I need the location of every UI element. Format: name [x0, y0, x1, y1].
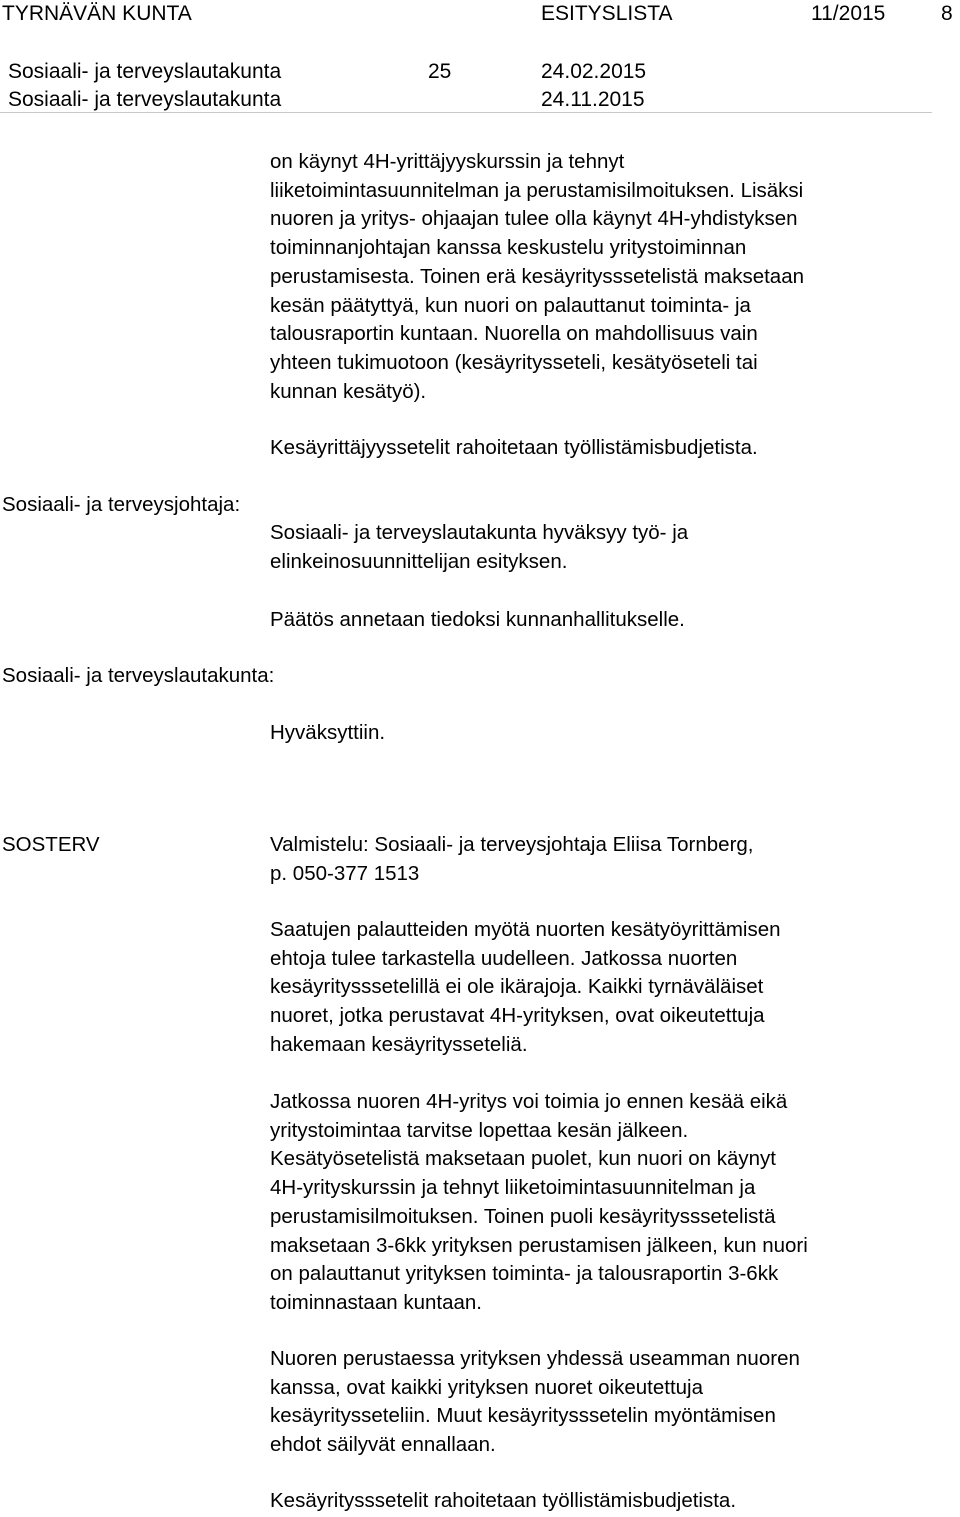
- paragraph-1: [270, 148, 930, 406]
- text-line: on palauttanut yrityksen toiminta- ja talousraportin 3-6kk: [270, 1262, 779, 1286]
- text-line: nuoren ja yritys- ohjaajan tulee olla käynyt 4H-yhdistyksen: [270, 207, 798, 231]
- committee-name: Sosiaali- ja terveyslautakunta: [8, 60, 282, 83]
- notice-text: [270, 606, 930, 635]
- text-line: Nuoren perustaessa yrityksen yhdessä useamman nuoren: [270, 1347, 800, 1370]
- paragraph-2: [270, 434, 930, 463]
- text-line: 4H-yrityskurssin ja tehnyt liiketoimintasuunnitelman ja: [270, 1176, 756, 1200]
- text-line: ehtoja tulee tarkastella uudelleen. Jatkossa nuorten: [270, 946, 738, 970]
- text-line: Jatkossa nuoren 4H-yritys voi toimia jo ennen kesää eikä: [270, 1090, 788, 1113]
- section-number: 25: [428, 60, 452, 83]
- preparation-info: [270, 831, 930, 888]
- director-label: Sosiaali- ja terveysjohtaja:: [2, 493, 241, 516]
- header-divider: [0, 112, 932, 113]
- paragraph-3: [270, 916, 930, 1060]
- text-line: kunnan kesätyö).: [270, 379, 427, 403]
- text-line: p. 050-377 1513: [270, 861, 420, 885]
- text-line: elinkeinosuunnittelijan esityksen.: [270, 549, 568, 573]
- text-line: kesäyritysseteliin. Muut kesäyritysssetelin myöntämisen: [270, 1404, 776, 1428]
- text-line: Kesäyritysssetelit rahoitetaan työllistämisbudjetista.: [270, 1489, 737, 1512]
- text-line: ehdot säilyvät ennallaan.: [270, 1433, 496, 1457]
- meeting-date-2: 24.11.2015: [541, 88, 645, 111]
- text-line: on käynyt 4H-yrittäjyyskurssin ja tehnyt: [270, 150, 625, 173]
- text-line: Saatujen palautteiden myötä nuorten kesätyöyrittämisen: [270, 918, 781, 941]
- text-line: perustamisilmoituksen. Toinen puoli kesäyritysssetelistä: [270, 1204, 776, 1228]
- text-line: perustamisesta. Toinen erä kesäyritysssetelistä maksetaan: [270, 264, 805, 288]
- text-line: kesäyritysssetelillä ei ole ikärajoja. Kaikki tyrnäväläiset: [270, 975, 764, 999]
- text-line: talousraportin kuntaan. Nuorella on mahdollisuus vain: [270, 322, 758, 346]
- board-label: Sosiaali- ja terveyslautakunta:: [2, 664, 275, 687]
- text-line: liiketoimintasuunnitelman ja perustamisilmoituksen. Lisäksi: [270, 178, 804, 202]
- meeting-date: 24.02.2015: [541, 60, 647, 83]
- text-line: Valmistelu: Sosiaali- ja terveysjohtaja Eliisa Tornberg,: [270, 833, 754, 856]
- text-line: Kesätyösetelistä maksetaan puolet, kun nuori on käynyt: [270, 1147, 776, 1171]
- text-line: toiminnastaan kuntaan.: [270, 1290, 482, 1314]
- paragraph-5: [270, 1345, 930, 1460]
- paragraph-4: [270, 1088, 930, 1318]
- proposal-text: [270, 519, 930, 576]
- decision-text: [270, 719, 930, 748]
- text-line: Hyväksyttiin.: [270, 721, 386, 744]
- text-line: Kesäyrittäjyyssetelit rahoitetaan työllistämisbudjetista.: [270, 436, 758, 459]
- text-line: Päätös annetaan tiedoksi kunnanhallitukselle.: [270, 608, 685, 631]
- text-line: yritystoimintaa tarvitse lopettaa kesän jälkeen.: [270, 1118, 689, 1142]
- text-line: toiminnanjohtajan kanssa keskustelu yritystoiminnan: [270, 236, 747, 260]
- organization-name: TYRNÄVÄN KUNTA: [2, 2, 192, 25]
- paragraph-6: [270, 1487, 930, 1516]
- text-line: nuoret, jotka perustavat 4H-yrityksen, ovat oikeutettuja: [270, 1004, 765, 1028]
- text-line: kesän päätyttyä, kun nuori on palauttanut toiminta- ja: [270, 293, 751, 317]
- document-number: 11/2015: [811, 2, 886, 25]
- page-number: 8: [941, 2, 953, 25]
- text-line: maksetaan 3-6kk yrityksen perustamisen jälkeen, kun nuori: [270, 1233, 808, 1257]
- text-line: hakemaan kesäyritysseteliä.: [270, 1032, 528, 1056]
- sosterv-label: SOSTERV: [2, 833, 100, 856]
- committee-name-2: Sosiaali- ja terveyslautakunta: [8, 88, 282, 111]
- text-line: Sosiaali- ja terveyslautakunta hyväksyy työ- ja: [270, 521, 689, 544]
- document-type: ESITYSLISTA: [541, 2, 673, 25]
- text-line: kanssa, ovat kaikki yrityksen nuoret oikeutettuja: [270, 1375, 703, 1399]
- text-line: yhteen tukimuotoon (kesäyritysseteli, kesätyöseteli tai: [270, 350, 758, 374]
